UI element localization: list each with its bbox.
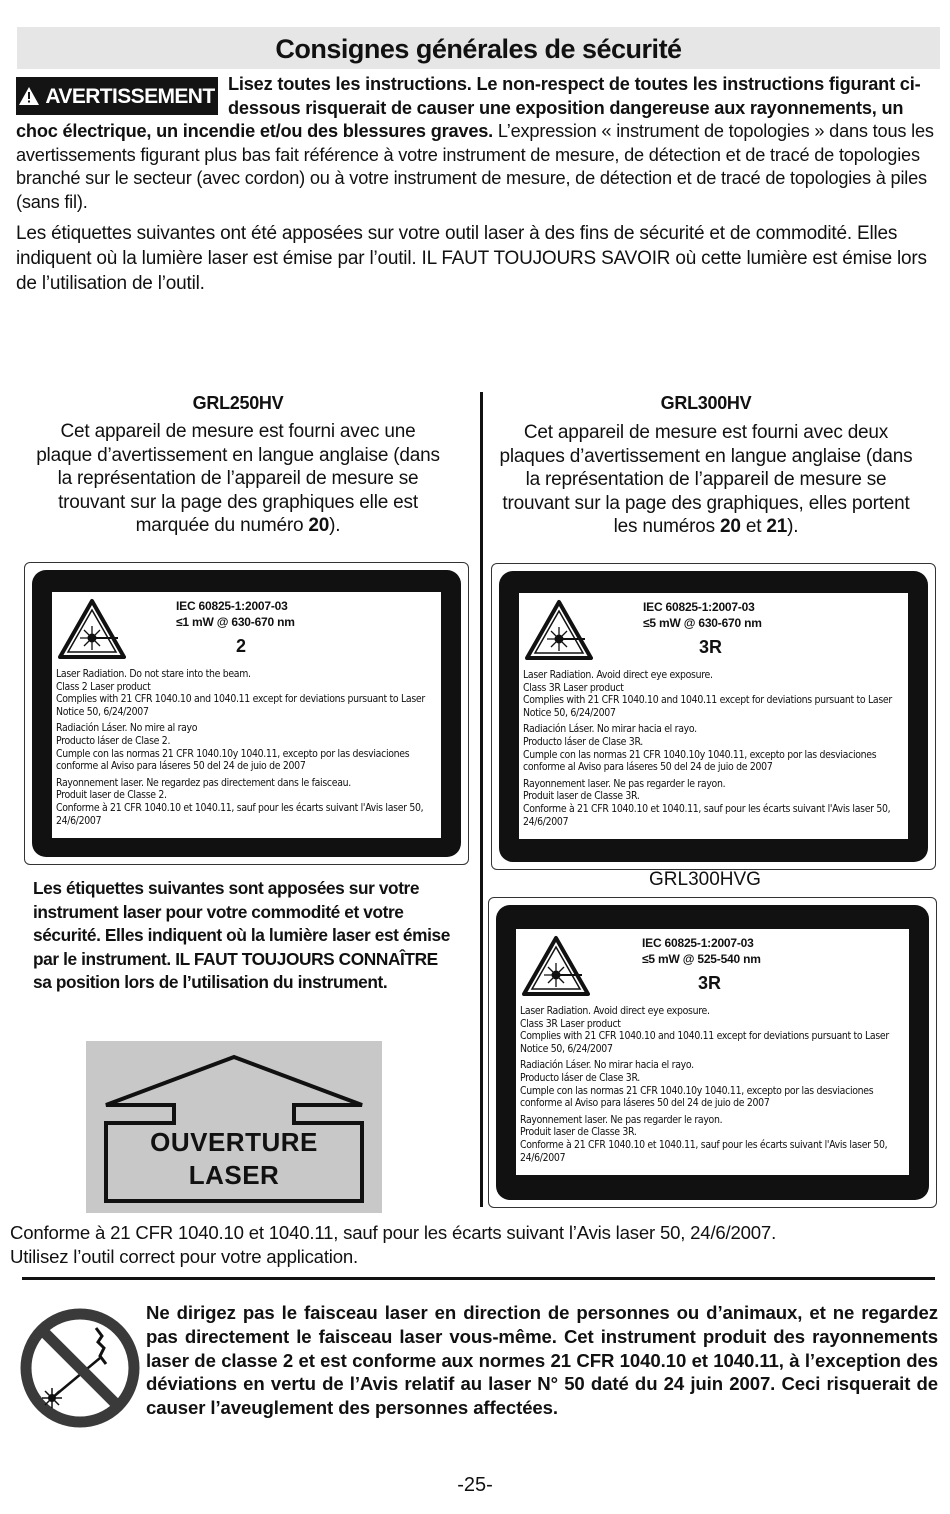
- right2-fr1: Rayonnement laser. Ne pas regarder le rayon.: [520, 1113, 723, 1126]
- left-desc-end: ).: [329, 515, 341, 536]
- labels-intro-paragraph: Les étiquettes suivantes ont été apposées sur votre outil laser à des fins de sécurité et de commodité. Elles indiquent où la lumière laser est émise par l’outil. IL FAUT TOUJOURS SAVOIR où cette lumière est émise lors de l’utilisation de l’outil.: [16, 223, 927, 294]
- left-en1: Laser Radiation. Do not stare into the beam.: [56, 668, 251, 680]
- right-desc-end: ).: [787, 516, 799, 537]
- aperture-line1: OUVERTURE: [150, 1127, 318, 1157]
- right-model2-name: GRL300HVG: [649, 869, 761, 890]
- left-es1: Radiación Láser. No mire al rayo: [56, 722, 198, 735]
- right-en1: Laser Radiation. Avoid direct eye exposure.: [523, 669, 713, 681]
- column-divider: [480, 392, 483, 1207]
- laser-hazard-icon: [58, 598, 126, 660]
- left-fr2: Produit laser de Classe 2.: [56, 789, 167, 802]
- left-desc-number: 20: [308, 515, 330, 536]
- conformity-line2: Utilisez l’outil correct pour votre application.: [10, 1246, 358, 1267]
- intro-rest: L’expression « instrument de topologies » dans tous les avertissements figurant plus bas fait référence à votre instrument de mesure, de détection et de tracé de topologies branché sur le secteur (avec cordon) ou à votre instrument de mesure, de détection et de tracé de topologies à piles (sans fil).: [16, 121, 934, 212]
- intro-bold: Lisez toutes les instructions. Le non-respect de toutes les instructions figurant ci-dessous risquerait de causer une exposition dangereuse aux rayonnements, un choc électrique, un incendie et/ou des blessures graves.: [16, 74, 921, 141]
- right-iec-block: [643, 599, 762, 631]
- left-model-description: [34, 420, 442, 538]
- right-desc-mid: et: [740, 516, 767, 537]
- right2-es3: Cumple con las normas 21 CFR 1040.10y 1040.11, excepto por las desviaciones conforme al Aviso para láseres 50 del 24 de juio de 2007: [520, 1084, 874, 1110]
- right-es1: Radiación Láser. No mirar hacia el rayo.: [523, 723, 697, 736]
- left-laser-label: [24, 562, 469, 865]
- left-iec: IEC 60825-1:2007-03: [176, 599, 288, 613]
- right-label-text: [523, 669, 905, 832]
- right-model-name: GRL300HV: [660, 393, 752, 413]
- aperture-line2: LASER: [188, 1160, 280, 1190]
- right2-en2: Class 3R Laser product: [520, 1017, 621, 1030]
- right2-en1: Laser Radiation. Avoid direct eye exposure.: [520, 1005, 710, 1017]
- bottom-warning-text: Ne dirigez pas le faisceau laser en direction de personnes ou d’animaux, et ne regardez pas directement le faisceau laser vous-même. Cet instrument produit des rayonnements laser de classe 2 et est conforme aux normes 21 CFR 1040.10 et 1040.11, à l’exception des déviations en vertu de l’Avis relatif au laser N° 50 daté du 24 juin 2007. Ceci risquerait de causer l’aveuglement des personnes affectées.: [146, 1302, 938, 1419]
- left-class: 2: [236, 636, 247, 656]
- left-iec-block: [176, 598, 295, 630]
- right-model-description: [494, 421, 918, 539]
- right-laser-label: [491, 563, 936, 870]
- right-en2: Class 3R Laser product: [523, 681, 624, 694]
- left-es3: Cumple con las normas 21 CFR 1040.10y 1040.11, excepto por las desviaciones conforme al Aviso para láseres 50 del 24 de juio de 2007: [56, 747, 410, 773]
- right-iec: IEC 60825-1:2007-03: [643, 600, 755, 614]
- laser-aperture-sign: [86, 1041, 382, 1213]
- do-not-look-into-laser-icon: [18, 1306, 142, 1430]
- horizontal-rule: [22, 1277, 935, 1280]
- left-en2: Class 2 Laser product: [56, 680, 151, 693]
- right-desc-text: Cet appareil de mesure est fourni avec deux plaques d’avertissement en langue anglaise (dans la représentation de l’appareil de mesure se trouvant sur la page des graphiques, elles portent les numéros: [499, 422, 913, 537]
- side-note: Les étiquettes suivantes sont apposées sur votre instrument laser pour votre commodité et votre sécurité. Elles indiquent où la lumière laser est émise par le instrument. IL FAUT TOUJOURS CONNAÎTRE sa position lors de l’utilisation du instrument.: [33, 878, 450, 992]
- warning-badge-label: AVERTISSEMENT: [45, 84, 215, 108]
- right2-class: 3R: [698, 973, 722, 993]
- right-power: ≤5 mW @ 630-670 nm: [643, 616, 762, 630]
- right-desc-number1: 20: [720, 516, 741, 537]
- right2-power: ≤5 mW @ 525-540 nm: [642, 952, 761, 966]
- left-label-text: [56, 668, 438, 831]
- conformity-line1: Conforme à 21 CFR 1040.10 et 1040.11, sauf pour les écarts suivant l’Avis laser 50, 24/6/2007.: [10, 1222, 777, 1243]
- right2-en3: Complies with 21 CFR 1040.10 and 1040.11 except for deviations pursuant to Laser Notice 50, 6/24/2007: [520, 1030, 889, 1055]
- left-power: ≤1 mW @ 630-670 nm: [176, 615, 295, 629]
- conformity-text: [10, 1221, 930, 1269]
- intro-paragraph: [16, 73, 934, 214]
- right-class: 3R: [699, 637, 723, 657]
- right2-es2: Producto láser de Clase 3R.: [520, 1071, 640, 1084]
- right2-fr3: Conforme à 21 CFR 1040.10 et 1040.11, sauf pour les écarts suivant l'Avis laser 50, 24/6/2007: [520, 1138, 888, 1164]
- left-fr1: Rayonnement laser. Ne regardez pas directement dans le faisceau.: [56, 776, 351, 789]
- right-es3: Cumple con las normas 21 CFR 1040.10y 1040.11, excepto por las desviaciones conforme al Aviso para láseres 50 del 24 de juio de 2007: [523, 748, 877, 774]
- laser-hazard-icon: [525, 599, 593, 661]
- right-desc-number2: 21: [766, 516, 788, 537]
- right-fr1: Rayonnement laser. Ne pas regarder le rayon.: [523, 777, 726, 790]
- left-fr3: Conforme à 21 CFR 1040.10 et 1040.11, sauf pour les écarts suivant l'Avis laser 50, 24/6/2007: [56, 801, 424, 827]
- right2-iec: IEC 60825-1:2007-03: [642, 936, 754, 950]
- left-es2: Producto láser de Clase 2.: [56, 734, 171, 747]
- right-es2: Producto láser de Clase 3R.: [523, 735, 643, 748]
- right2-iec-block: [642, 935, 761, 967]
- left-model-name: GRL250HV: [192, 393, 284, 413]
- right-en3: Complies with 21 CFR 1040.10 and 1040.11 except for deviations pursuant to Laser Notice 50, 6/24/2007: [523, 694, 892, 719]
- page-number: -25-: [457, 1474, 493, 1496]
- right2-es1: Radiación Láser. No mirar hacia el rayo.: [520, 1059, 694, 1072]
- page-title: Consignes générales de sécurité: [17, 27, 940, 69]
- right2-fr2: Produit laser de Classe 3R.: [520, 1126, 637, 1139]
- laser-hazard-icon: [522, 935, 590, 997]
- right-laser-label-2: [488, 897, 937, 1208]
- right2-label-text: [520, 1005, 906, 1168]
- right-fr2: Produit laser de Classe 3R.: [523, 790, 640, 803]
- right-fr3: Conforme à 21 CFR 1040.10 et 1040.11, sauf pour les écarts suivant l'Avis laser 50, 24/6/2007: [523, 802, 891, 828]
- left-desc-text: Cet appareil de mesure est fourni avec une plaque d’avertissement en langue anglaise (dans la représentation de l’appareil de mesure se trouvant sur la page des graphiques elle est marquée du numéro: [36, 421, 440, 536]
- left-en3: Complies with 21 CFR 1040.10 and 1040.11 except for deviations pursuant to Laser Notice 50, 6/24/2007: [56, 693, 425, 718]
